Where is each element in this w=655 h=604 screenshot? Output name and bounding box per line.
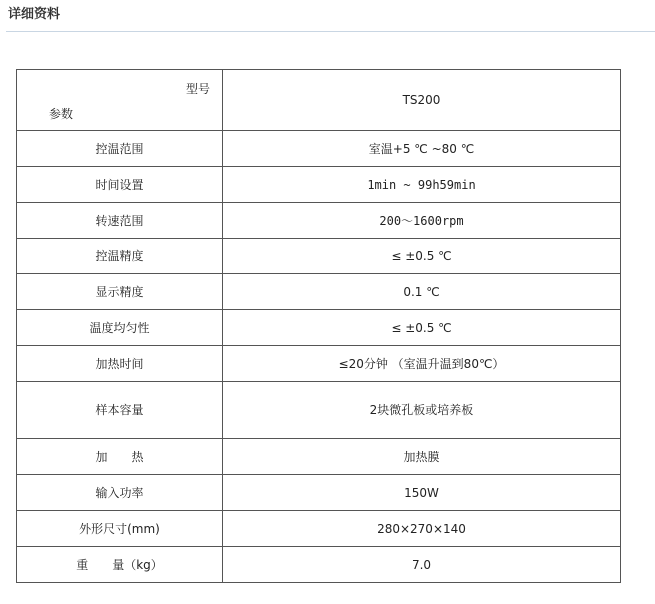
param-value: ≤ ±0.5 ℃ bbox=[223, 239, 621, 274]
param-value: 7.0 bbox=[223, 547, 621, 583]
param-value: 1min ~ 99h59min bbox=[223, 167, 621, 203]
section-title: 详细资料 bbox=[8, 7, 61, 22]
param-value: 2块微孔板或培养板 bbox=[223, 382, 621, 439]
spec-table bbox=[16, 69, 621, 583]
param-label: 外形尺寸(mm) bbox=[17, 511, 223, 547]
param-label: 温度均匀性 bbox=[17, 310, 223, 346]
param-value: 加热膜 bbox=[223, 439, 621, 475]
table-row bbox=[17, 439, 621, 475]
table-row bbox=[17, 167, 621, 203]
param-label: 显示精度 bbox=[17, 274, 223, 310]
param-value: 280×270×140 bbox=[223, 511, 621, 547]
param-value: 0.1 ℃ bbox=[223, 274, 621, 310]
table-row bbox=[17, 310, 621, 346]
param-label: 输入功率 bbox=[17, 475, 223, 511]
param-value: 室温+5 ℃ ~80 ℃ bbox=[223, 131, 621, 167]
table-row bbox=[17, 382, 621, 439]
table-row bbox=[17, 475, 621, 511]
header-corner-bottom: 参数 bbox=[49, 107, 74, 121]
param-label: 控温范围 bbox=[17, 131, 223, 167]
param-label: 转速范围 bbox=[17, 203, 223, 239]
header-corner-cell bbox=[17, 70, 223, 131]
table-row bbox=[17, 274, 621, 310]
param-label: 样本容量 bbox=[17, 382, 223, 439]
table-row bbox=[17, 547, 621, 583]
param-label: 时间设置 bbox=[17, 167, 223, 203]
param-value: ≤ ±0.5 ℃ bbox=[223, 310, 621, 346]
param-value: 150W bbox=[223, 475, 621, 511]
header-corner-top: 型号 bbox=[185, 82, 210, 96]
table-row bbox=[17, 511, 621, 547]
param-label: 重 量（kg） bbox=[17, 547, 223, 583]
table-header-row bbox=[17, 70, 621, 131]
header-model-cell: TS200 bbox=[223, 70, 621, 131]
param-value: 200～1600rpm bbox=[223, 203, 621, 239]
param-label: 加 热 bbox=[17, 439, 223, 475]
table-row bbox=[17, 203, 621, 239]
param-label: 控温精度 bbox=[17, 239, 223, 274]
table-row bbox=[17, 239, 621, 274]
title-divider bbox=[6, 31, 655, 32]
param-value: ≤20分钟 （室温升温到80℃） bbox=[223, 346, 621, 382]
table-row bbox=[17, 131, 621, 167]
param-label: 加热时间 bbox=[17, 346, 223, 382]
table-row bbox=[17, 346, 621, 382]
